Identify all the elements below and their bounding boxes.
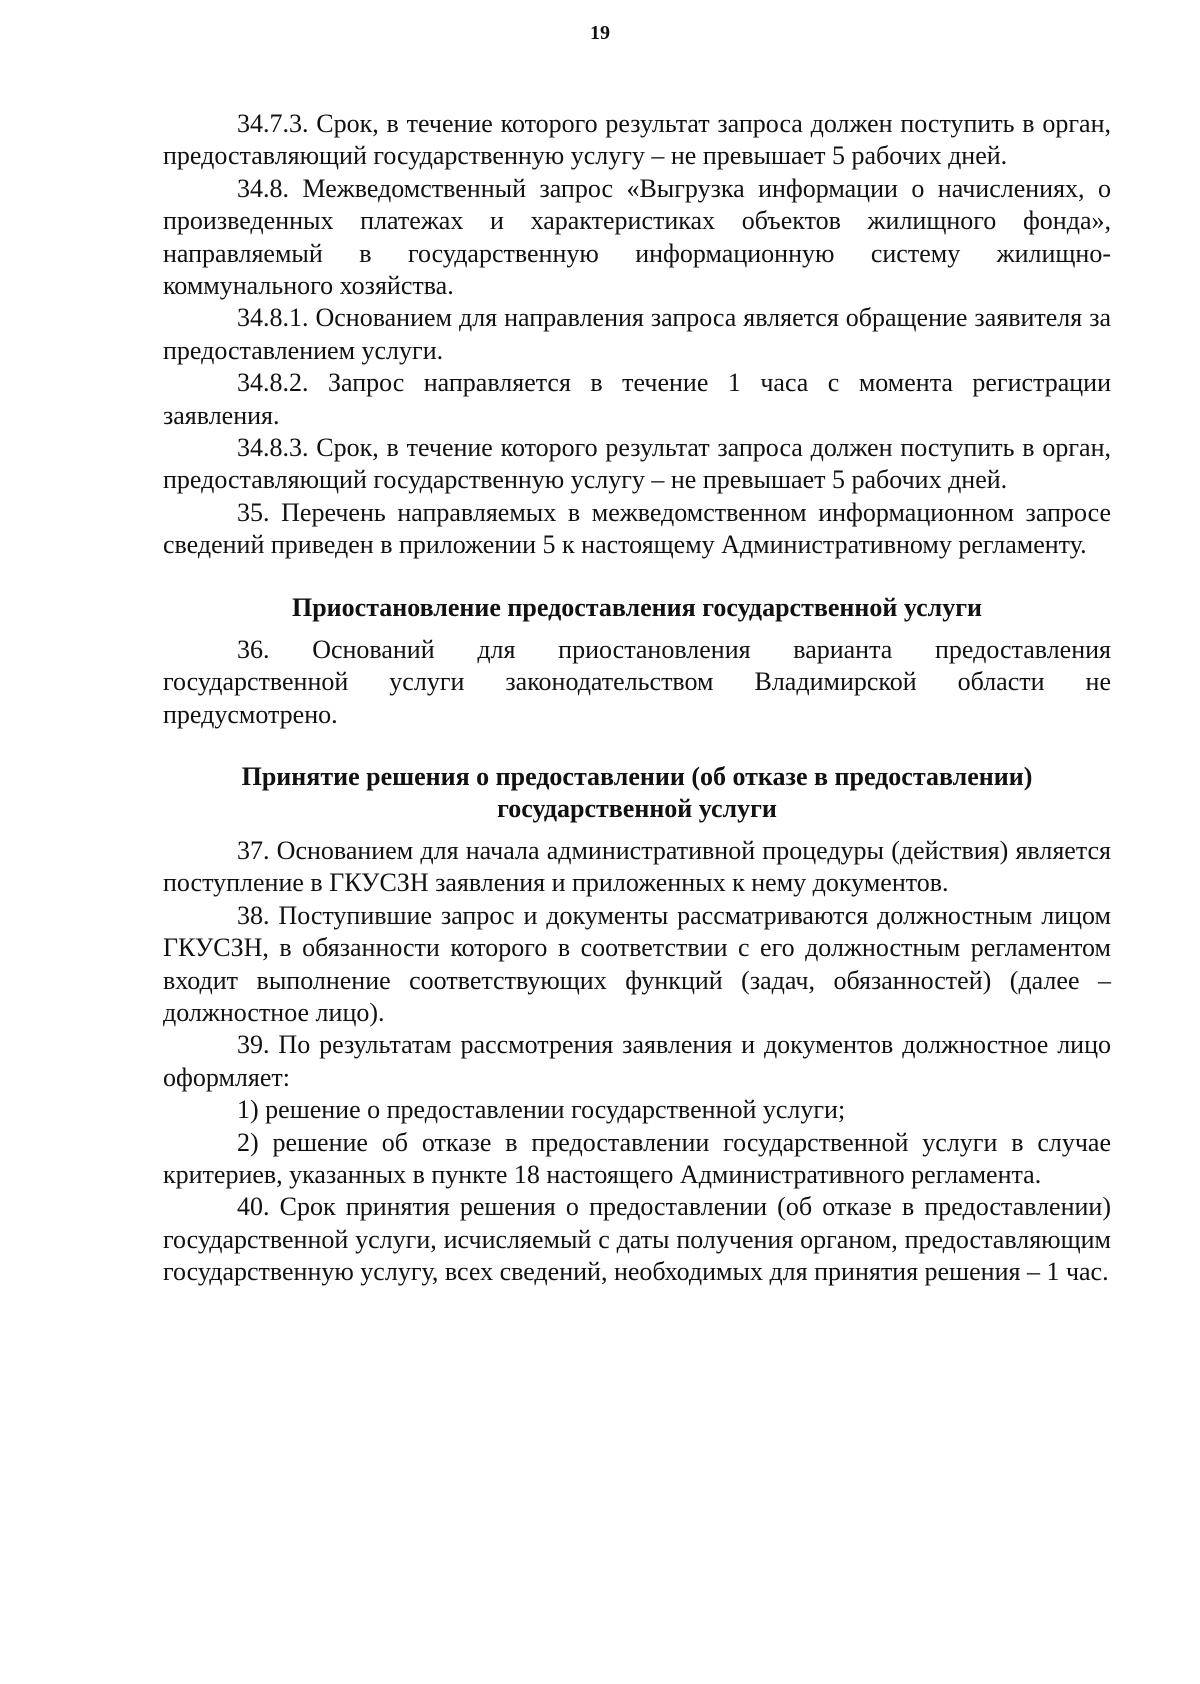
list-item-2: 2) решение об отказе в предоставлении государственной услуги в случае критериев, указанных в пункте 18 настоящего Административного регламента. bbox=[163, 1127, 1111, 1189]
section-heading-suspension: Приостановление предоставления государственной услуги bbox=[291, 592, 982, 622]
paragraph-34-8-3: 34.8.3. Срок, в течение которого результат запроса должен поступить в орган, предоставляющий государственную услугу – не превышает 5 рабочих дней. bbox=[163, 433, 1111, 495]
paragraph-37: 37. Основанием для начала административной процедуры (действия) является поступление в ГКУСЗН заявления и приложенных к нему документов. bbox=[163, 835, 1111, 898]
paragraph-38: 38. Поступившие запрос и документы рассматриваются должностным лицом ГКУСЗН, в обязанности которого в соответствии с его должностным регламентом входит выполнение соответствующих функций (задач, обязанностей) (далее – должностное лицо). bbox=[163, 900, 1111, 1027]
paragraph-34-8-1: 34.8.1. Основанием для направления запроса является обращение заявителя за предоставлением услуги. bbox=[163, 303, 1111, 365]
page-number: 19 bbox=[590, 22, 610, 44]
list-item-1: 1) решение о предоставлении государственной услуги; bbox=[237, 1095, 846, 1125]
paragraph-34-8: 34.8. Межведомственный запрос «Выгрузка информации о начислениях, о произведенных платежах и характеристиках объектов жилищного фонда», направляемый в государственную информационную систему жилищно-коммунального хозяйства. bbox=[163, 173, 1111, 301]
document-body bbox=[163, 108, 1111, 1289]
paragraph-34-8-2: 34.8.2. Запрос направляется в течение 1 часа с момента регистрации заявления. bbox=[163, 368, 1111, 430]
paragraph-39: 39. По результатам рассмотрения заявления и документов должностное лицо оформляет: bbox=[163, 1030, 1111, 1092]
paragraph-36: 36. Оснований для приостановления варианта предоставления государственной услуги законодательством Владимирской области не предусмотрено. bbox=[163, 634, 1111, 729]
paragraph-40: 40. Срок принятия решения о предоставлении (об отказе в предоставлении) государственной услуги, исчисляемый с даты получения органом, предоставляющим государственную услугу, всех сведений, необходимых для принятия решения – 1 час. bbox=[163, 1192, 1111, 1287]
paragraph-34-7-3: 34.7.3. Срок, в течение которого результат запроса должен поступить в орган, предоставляющий государственную услугу – не превышает 5 рабочих дней. bbox=[163, 109, 1111, 171]
paragraph-35: 35. Перечень направляемых в межведомственном информационном запросе сведений приведен в приложении 5 к настоящему Административному регламенту. bbox=[163, 497, 1111, 560]
section-heading-decision: Принятие решения о предоставлении (об отказе в предоставлении) государственной услуги bbox=[241, 761, 1033, 823]
